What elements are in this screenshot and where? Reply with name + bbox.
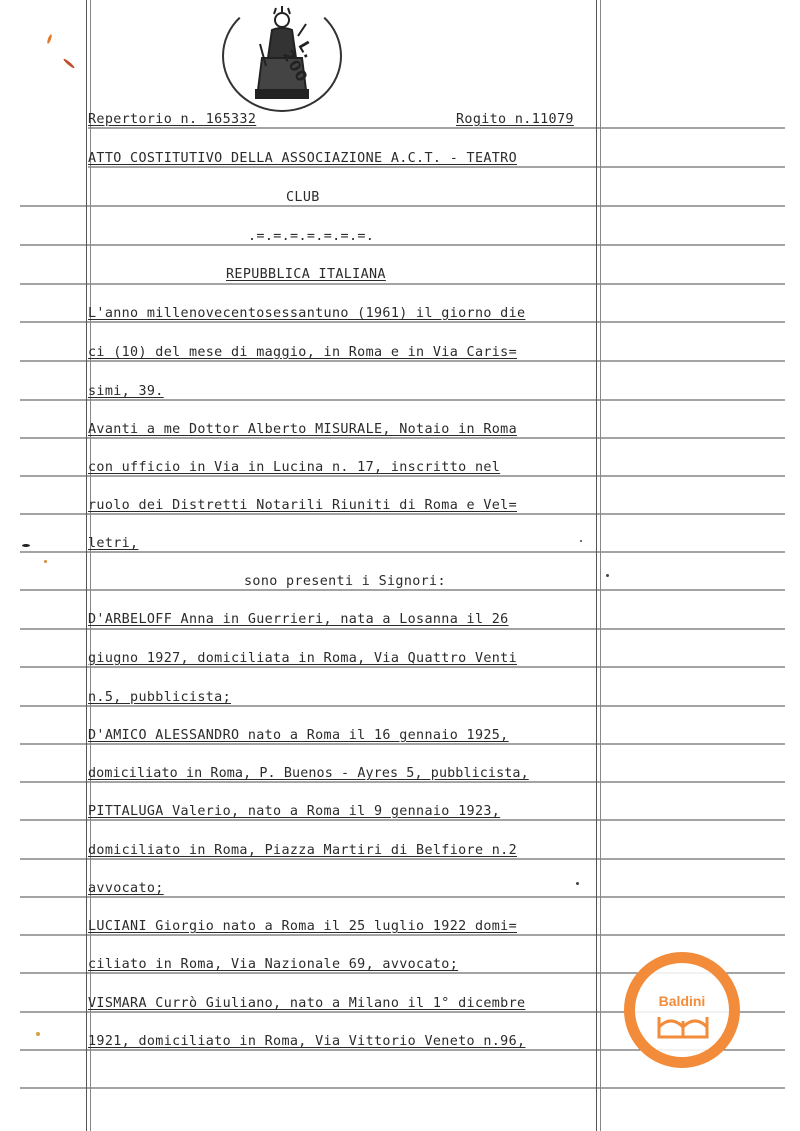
body-line: PITTALUGA Valerio, nato a Roma il 9 gennaio 1923, xyxy=(88,804,501,819)
body-line: D'AMICO ALESSANDRO nato a Roma il 16 gennaio 1925, xyxy=(88,728,509,743)
stamp-value: L. 200 xyxy=(278,38,319,86)
document-title: ATTO COSTITUTIVO DELLA ASSOCIAZIONE A.C.T. - TEATRO xyxy=(88,151,518,166)
body-line: ciliato in Roma, Via Nazionale 69, avvocato; xyxy=(88,957,459,972)
right-margin-line xyxy=(596,0,597,1131)
body-line: LUCIANI Giorgio nato a Roma il 25 luglio 1922 domi= xyxy=(88,919,518,934)
title-separator: .=.=.=.=.=.=.=. xyxy=(248,229,375,244)
baldini-logo xyxy=(624,952,740,1068)
body-line: domiciliato in Roma, P. Buenos - Ayres 5, pubblicista, xyxy=(88,766,529,781)
open-book-icon xyxy=(655,1011,711,1041)
document-title-continued: CLUB xyxy=(286,190,320,205)
body-line: ruolo dei Distretti Notarili Riuniti di Roma e Vel= xyxy=(88,498,518,513)
rogito-number: Rogito n.11079 xyxy=(456,112,574,127)
body-line: 1921, domiciliato in Roma, Via Vittorio Veneto n.96, xyxy=(88,1034,526,1049)
body-line-centered: sono presenti i Signori: xyxy=(244,574,446,589)
body-line: D'ARBELOFF Anna in Guerrieri, nata a Losanna il 26 xyxy=(88,612,509,627)
body-line: letri, xyxy=(88,536,139,551)
body-line: VISMARA Currò Giuliano, nato a Milano il 1° dicembre xyxy=(88,996,526,1011)
body-line: giugno 1927, domiciliata in Roma, Via Quattro Venti xyxy=(88,651,518,666)
revenue-stamp xyxy=(222,0,342,112)
body-line: simi, 39. xyxy=(88,384,164,399)
repertorio-number: Repertorio n. 165332 xyxy=(88,112,257,127)
faint-bleedthrough-stamp xyxy=(610,21,643,57)
body-line: n.5, pubblicista; xyxy=(88,690,232,705)
body-line: Avanti a me Dottor Alberto MISURALE, Notaio in Roma xyxy=(88,422,518,437)
body-line: L'anno millenovecentosessantuno (1961) il giorno die xyxy=(88,306,526,321)
left-margin-line xyxy=(86,0,87,1131)
logo-name: Baldini xyxy=(658,993,706,1009)
body-line: domiciliato in Roma, Piazza Martiri di Belfiore n.2 xyxy=(88,843,518,858)
body-line: avvocato; xyxy=(88,881,164,896)
right-margin-line-inner xyxy=(600,0,601,1131)
body-line: con ufficio in Via in Lucina n. 17, inscritto nel xyxy=(88,460,501,475)
body-line: ci (10) del mese di maggio, in Roma e in Via Caris= xyxy=(88,345,518,360)
republic-heading: REPUBBLICA ITALIANA xyxy=(226,267,386,282)
